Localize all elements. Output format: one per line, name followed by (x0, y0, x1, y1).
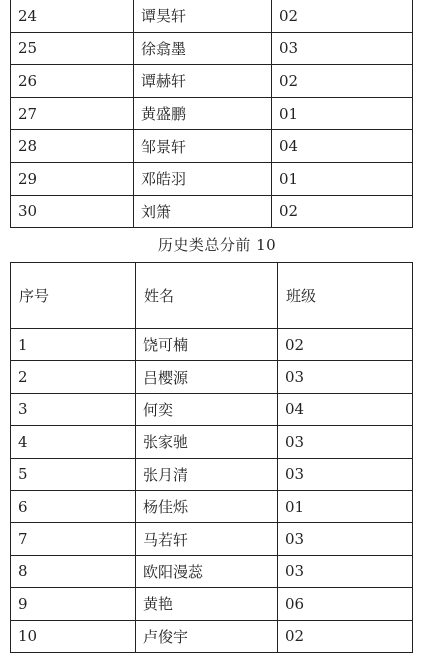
cell-class: 04 (278, 393, 413, 425)
cell-class: 02 (278, 329, 413, 361)
cell-student-name: 张家驰 (136, 426, 278, 458)
table-row (11, 32, 413, 65)
header-name: 姓名 (136, 263, 278, 329)
cell-student-name: 张月清 (136, 458, 278, 490)
cell-student-name: 吕樱源 (136, 361, 278, 393)
header-class: 班级 (278, 263, 413, 329)
table-row (11, 426, 413, 458)
cell-serial-number: 27 (11, 97, 134, 130)
cell-student-name: 刘箫 (134, 195, 272, 228)
cell-class: 01 (272, 97, 413, 130)
table-row (11, 393, 413, 425)
cell-serial-number: 26 (11, 65, 134, 98)
cell-student-name: 谭赫轩 (134, 65, 272, 98)
table-row (11, 329, 413, 361)
cell-class: 01 (272, 162, 413, 195)
cell-student-name: 邓皓羽 (134, 162, 272, 195)
cell-student-name: 黄盛鹏 (134, 97, 272, 130)
cell-serial-number: 1 (11, 329, 136, 361)
history-top10-table (10, 262, 413, 653)
cell-student-name: 杨佳烁 (136, 490, 278, 522)
cell-class: 04 (272, 130, 413, 163)
cell-student-name: 饶可楠 (136, 329, 278, 361)
cell-serial-number: 7 (11, 523, 136, 555)
table-row (11, 65, 413, 98)
cell-serial-number: 8 (11, 555, 136, 587)
cell-class: 02 (272, 195, 413, 228)
ranking-table-continued-body (11, 0, 413, 228)
cell-class: 01 (278, 490, 413, 522)
table-row (11, 361, 413, 393)
cell-class: 06 (278, 588, 413, 620)
table-row (11, 458, 413, 490)
cell-serial-number: 2 (11, 361, 136, 393)
cell-serial-number: 4 (11, 426, 136, 458)
cell-student-name: 谭昊轩 (134, 0, 272, 32)
cell-class: 03 (278, 555, 413, 587)
cell-class: 03 (278, 458, 413, 490)
cell-student-name: 马若轩 (136, 523, 278, 555)
table-row (11, 588, 413, 620)
cell-serial-number: 10 (11, 620, 136, 652)
cell-serial-number: 25 (11, 32, 134, 65)
cell-class: 03 (272, 32, 413, 65)
table-row (11, 620, 413, 652)
table-row (11, 555, 413, 587)
cell-serial-number: 3 (11, 393, 136, 425)
table-row (11, 162, 413, 195)
cell-student-name: 欧阳漫蕊 (136, 555, 278, 587)
cell-student-name: 何奕 (136, 393, 278, 425)
cell-student-name: 徐翕墨 (134, 32, 272, 65)
history-top10-table-body (11, 329, 413, 653)
cell-class: 03 (278, 523, 413, 555)
cell-student-name: 邹景轩 (134, 130, 272, 163)
table-row (11, 130, 413, 163)
cell-serial-number: 6 (11, 490, 136, 522)
cell-student-name: 黄艳 (136, 588, 278, 620)
cell-class: 02 (278, 620, 413, 652)
table-row (11, 195, 413, 228)
cell-class: 02 (272, 65, 413, 98)
table-header-row (11, 263, 413, 329)
cell-serial-number: 5 (11, 458, 136, 490)
table-row (11, 490, 413, 522)
ranking-table-continued (10, 0, 413, 228)
section-title: 历史类总分前 10 (157, 236, 277, 254)
table-row (11, 97, 413, 130)
cell-serial-number: 29 (11, 162, 134, 195)
table-row (11, 523, 413, 555)
cell-class: 02 (272, 0, 413, 32)
cell-serial-number: 9 (11, 588, 136, 620)
cell-serial-number: 28 (11, 130, 134, 163)
cell-class: 03 (278, 361, 413, 393)
table-row (11, 0, 413, 32)
cell-serial-number: 24 (11, 0, 134, 32)
header-serial-number: 序号 (11, 263, 136, 329)
cell-serial-number: 30 (11, 195, 134, 228)
cell-class: 03 (278, 426, 413, 458)
cell-student-name: 卢俊宇 (136, 620, 278, 652)
